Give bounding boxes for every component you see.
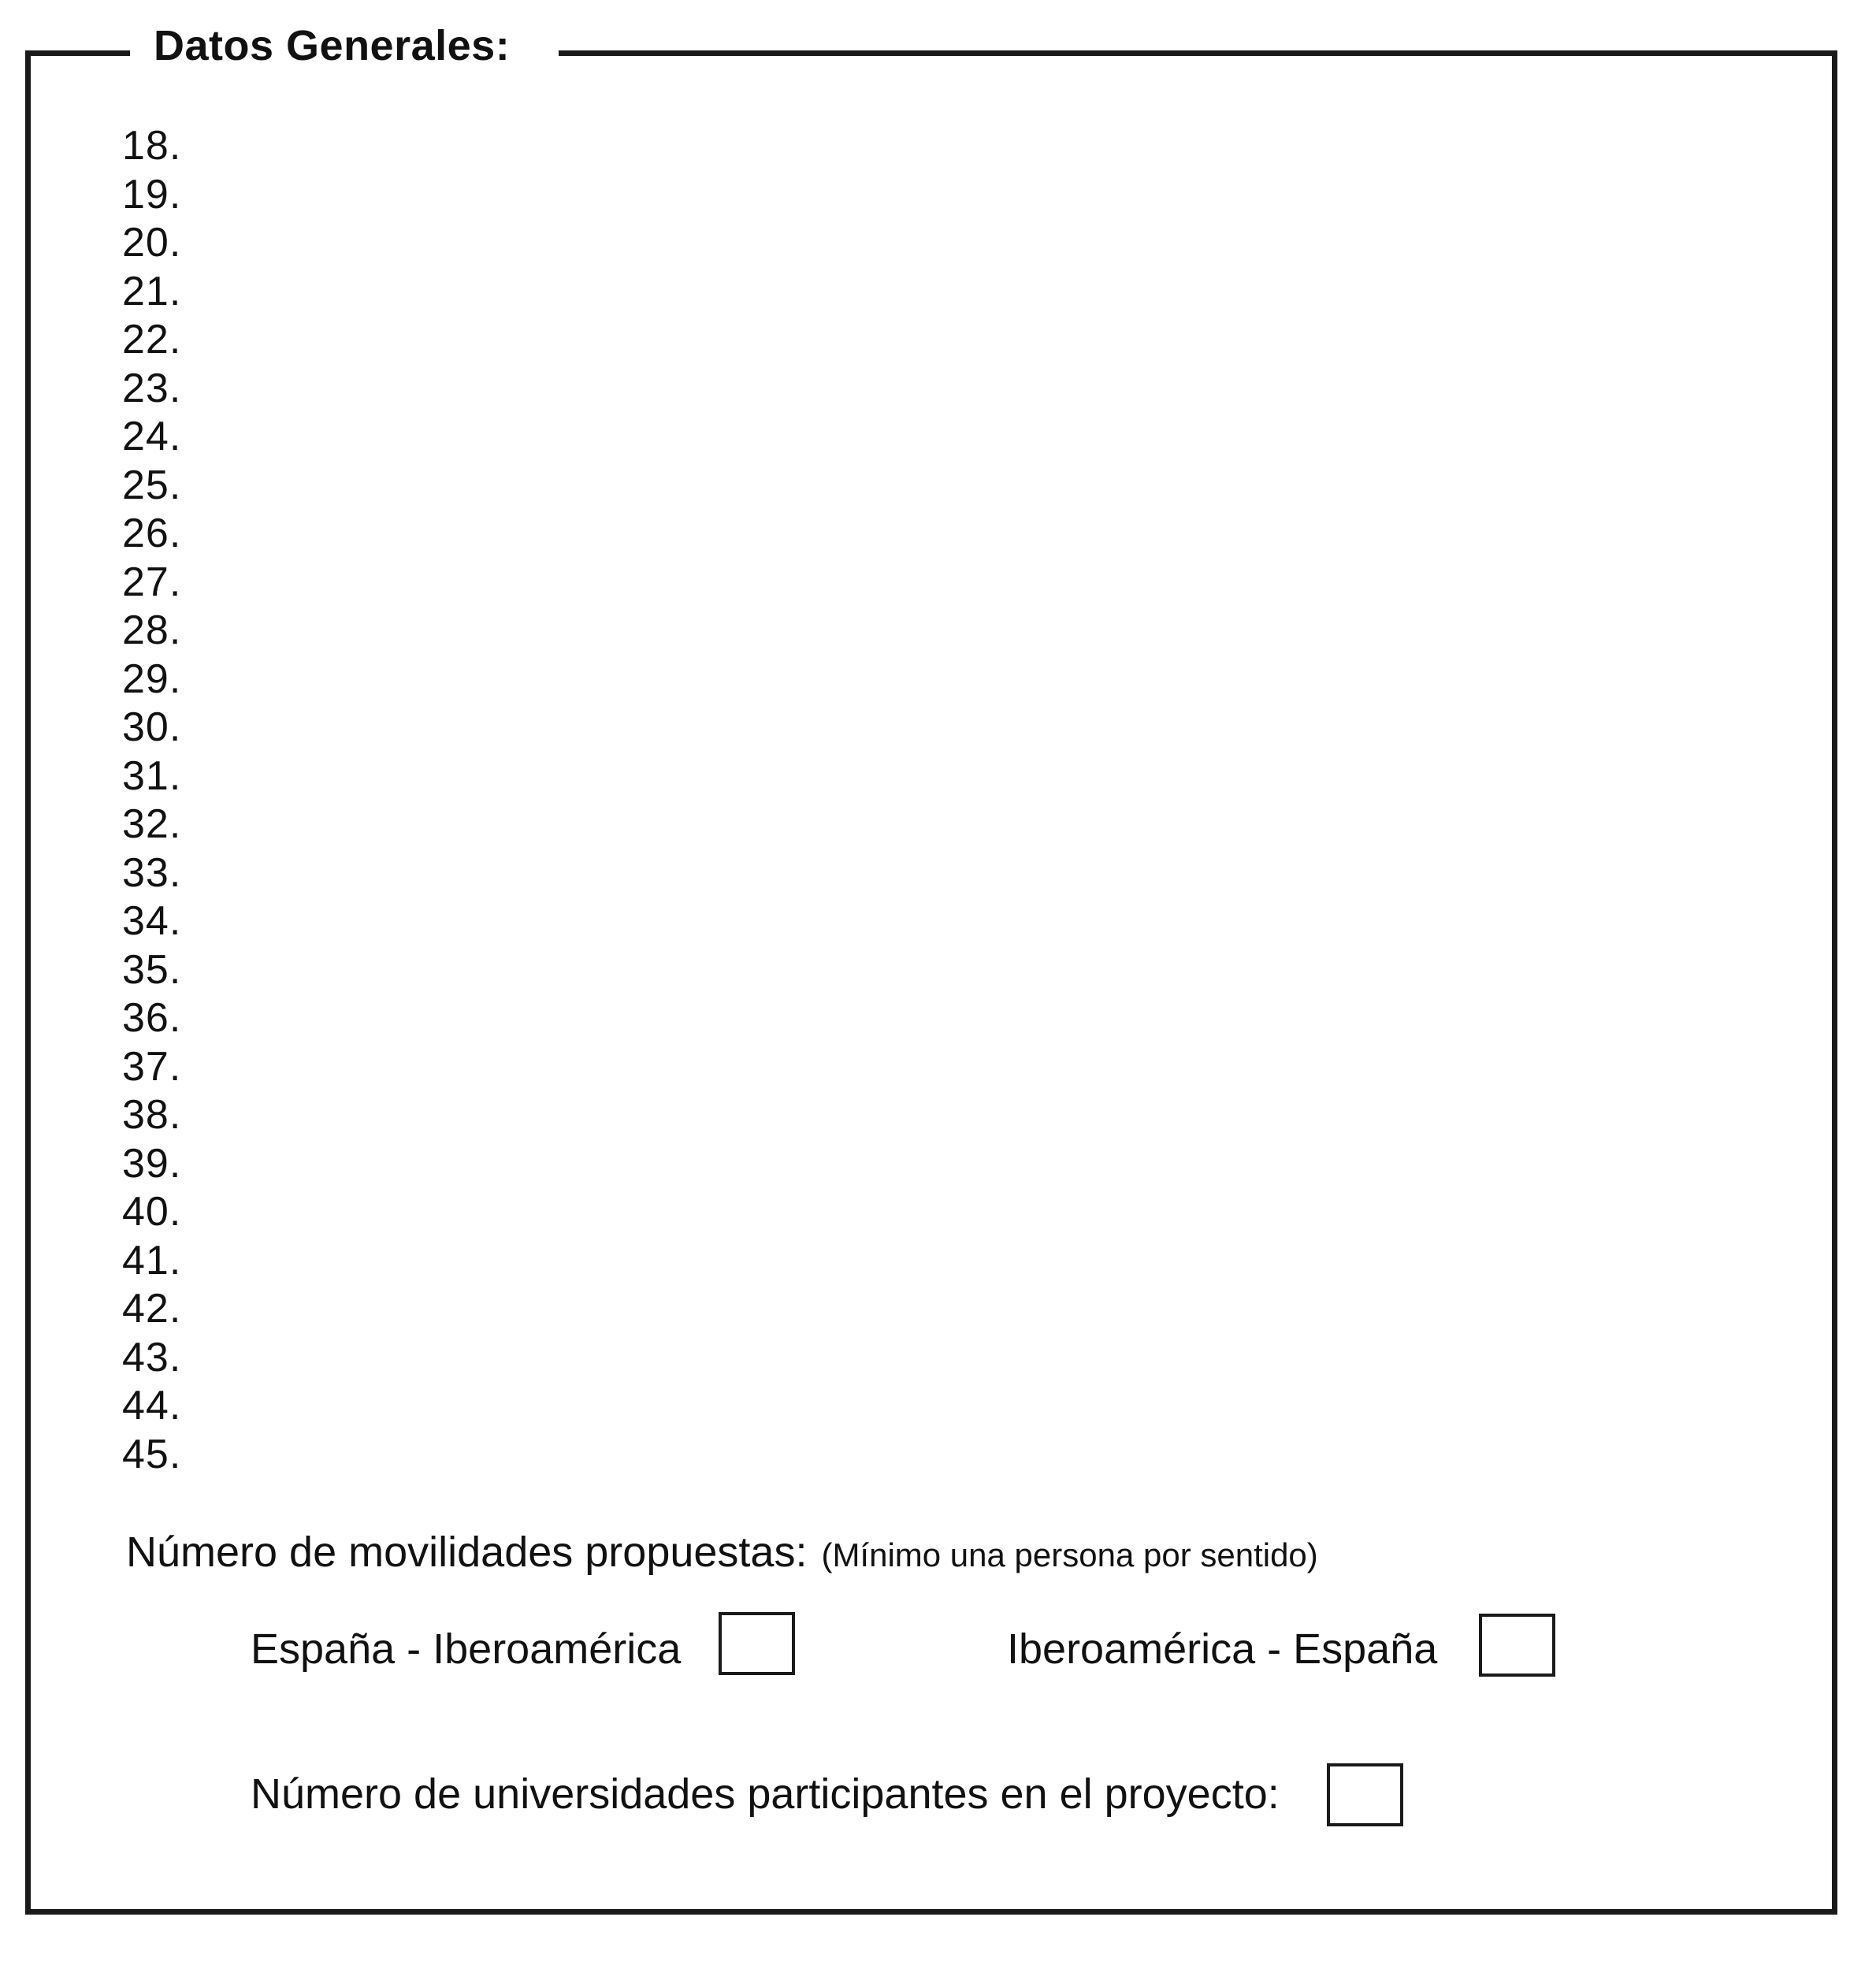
list-item: 23. [122, 365, 182, 411]
list-item: 42. [122, 1286, 182, 1332]
list-item: 34. [122, 898, 182, 944]
spain-to-ibero-label: España - Iberoamérica [251, 1625, 682, 1673]
list-item: 36. [122, 995, 182, 1041]
universities-input[interactable] [1327, 1763, 1403, 1826]
list-item: 39. [122, 1140, 182, 1187]
list-item: 41. [122, 1237, 182, 1283]
list-item: 21. [122, 268, 182, 314]
list-item: 31. [122, 752, 182, 799]
list-item: 40. [122, 1189, 182, 1235]
list-item: 18. [122, 123, 182, 169]
section-title: Datos Generales: [130, 17, 559, 74]
list-item: 27. [122, 559, 182, 605]
spain-to-ibero-input[interactable] [719, 1612, 795, 1675]
list-item: 32. [122, 801, 182, 847]
ibero-to-spain-label: Iberoamérica - España [1007, 1625, 1438, 1673]
list-item: 26. [122, 511, 182, 556]
list-item: 45. [122, 1431, 182, 1477]
list-item: 24. [122, 414, 182, 459]
universities-label: Número de universidades participantes en el proyecto: [251, 1770, 1280, 1818]
list-item: 33. [122, 849, 182, 896]
list-item: 30. [122, 704, 182, 750]
list-item: 29. [122, 656, 182, 702]
list-item: 22. [122, 317, 182, 362]
mobility-header [126, 1525, 1318, 1583]
list-item: 28. [122, 607, 182, 653]
list-item: 38. [122, 1092, 182, 1138]
numbered-list [122, 122, 181, 1479]
list-item: 44. [122, 1383, 182, 1428]
list-item: 19. [122, 171, 182, 217]
list-item: 43. [122, 1334, 182, 1380]
list-item: 37. [122, 1043, 182, 1090]
list-item: 20. [122, 220, 182, 266]
list-item: 25. [122, 462, 182, 508]
mobility-note: (Mínimo una persona por sentido) [821, 1536, 1318, 1573]
list-item: 35. [122, 946, 182, 993]
mobility-label: Número de movilidades propuestas: [126, 1529, 808, 1576]
ibero-to-spain-input[interactable] [1479, 1614, 1555, 1677]
